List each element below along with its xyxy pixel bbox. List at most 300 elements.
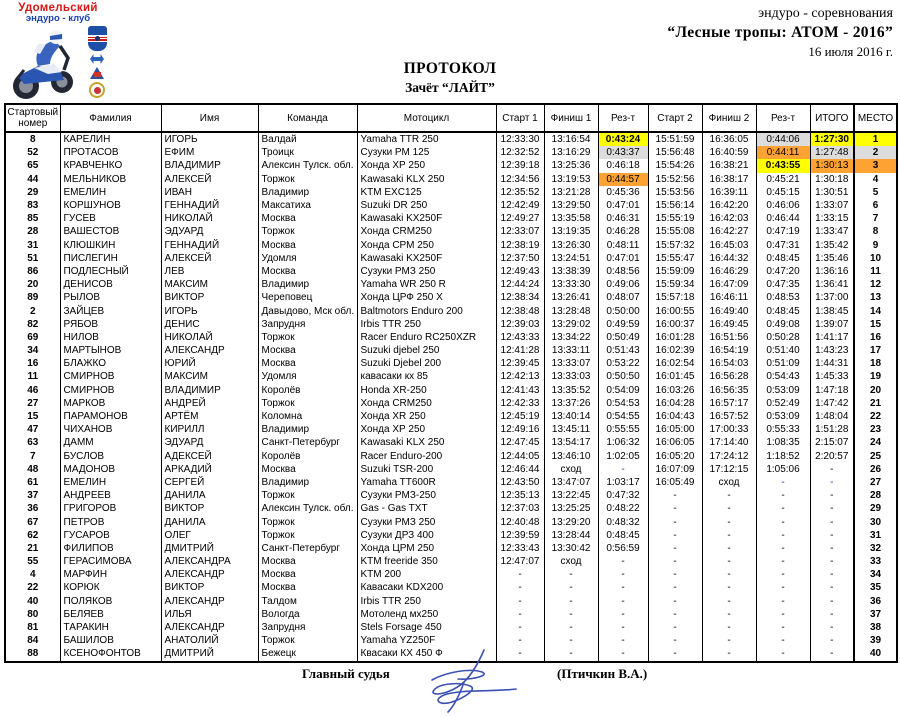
start-number: 11	[5, 370, 60, 383]
start1-time: -	[496, 581, 544, 594]
team: Бежецк	[258, 647, 357, 661]
first-name: ДЕНИС	[161, 318, 258, 331]
first-name: АЛЕКСЕЙ	[161, 252, 258, 265]
finish2-time: -	[702, 647, 756, 661]
start1-time: 12:42:33	[496, 397, 544, 410]
start-number: 37	[5, 489, 60, 502]
start-number: 15	[5, 410, 60, 423]
first-name: НИКОЛАЙ	[161, 331, 258, 344]
surname: МАРФИН	[60, 568, 161, 581]
team: Санкт-Петербург	[258, 542, 357, 555]
finish2-time: 16:42:20	[702, 199, 756, 212]
total-time: 1:44:31	[810, 357, 854, 370]
result1-time: 0:56:59	[598, 542, 648, 555]
team: Торжок	[258, 529, 357, 542]
surname: МАРТЫНОВ	[60, 344, 161, 357]
place: 12	[854, 278, 897, 291]
result2-time: -	[756, 489, 810, 502]
finish2-time: -	[702, 608, 756, 621]
table-row	[5, 542, 897, 555]
result2-time: -	[756, 568, 810, 581]
start2-time: -	[648, 647, 702, 661]
team: Владимир	[258, 423, 357, 436]
start-number: 20	[5, 278, 60, 291]
first-name: ВИКТОР	[161, 581, 258, 594]
start2-time: 15:55:08	[648, 225, 702, 238]
finish2-time: 16:54:03	[702, 357, 756, 370]
start1-time: 12:39:03	[496, 318, 544, 331]
finish1-time: 13:19:53	[544, 173, 598, 186]
surname: БАШИЛОВ	[60, 634, 161, 647]
bike: Kawasaki KX250F	[357, 212, 496, 225]
place: 15	[854, 318, 897, 331]
start2-time: 16:00:55	[648, 304, 702, 317]
finish2-time: 16:44:32	[702, 252, 756, 265]
total-time: -	[810, 502, 854, 515]
result2-time: 0:46:06	[756, 199, 810, 212]
finish2-time: 16:38:21	[702, 159, 756, 172]
finish2-time: -	[702, 634, 756, 647]
bike: Кавасаки KDX200	[357, 581, 496, 594]
start1-time: 12:37:03	[496, 502, 544, 515]
total-time: 1:33:47	[810, 225, 854, 238]
finish1-time: 13:33:07	[544, 357, 598, 370]
first-name: ДМИТРИЙ	[161, 647, 258, 661]
first-name: ЮРИЙ	[161, 357, 258, 370]
first-name: ГЕННАДИЙ	[161, 199, 258, 212]
finish2-time: 16:57:17	[702, 397, 756, 410]
total-time: 2:20:57	[810, 450, 854, 463]
bike: Suzuki djebel 250	[357, 344, 496, 357]
start1-time: 12:40:48	[496, 515, 544, 528]
total-time: 1:33:15	[810, 212, 854, 225]
result1-time: 0:50:50	[598, 370, 648, 383]
start2-time: -	[648, 529, 702, 542]
start1-time: 12:33:07	[496, 225, 544, 238]
first-name: ДМИТРИЙ	[161, 542, 258, 555]
finish2-time: -	[702, 581, 756, 594]
start2-time: 16:04:28	[648, 397, 702, 410]
finish2-time: 16:49:45	[702, 318, 756, 331]
surname: ВАШЕСТОВ	[60, 225, 161, 238]
place: 9	[854, 239, 897, 252]
table-row	[5, 634, 897, 647]
finish1-time: 13:29:20	[544, 515, 598, 528]
table-row	[5, 621, 897, 634]
col-total: ИТОГО	[810, 104, 854, 132]
first-name: АЛЕКСАНДР	[161, 344, 258, 357]
start1-time: 12:42:13	[496, 370, 544, 383]
start1-time: 12:41:28	[496, 344, 544, 357]
start2-time: -	[648, 542, 702, 555]
start2-time: 15:53:56	[648, 186, 702, 199]
start2-time: 15:59:34	[648, 278, 702, 291]
place: 33	[854, 555, 897, 568]
surname: ТАРАКИН	[60, 621, 161, 634]
team: Торжок	[258, 173, 357, 186]
first-name: АЛЕКСАНДР	[161, 595, 258, 608]
start2-time: 15:55:47	[648, 252, 702, 265]
result2-time: 0:47:35	[756, 278, 810, 291]
table-row	[5, 436, 897, 449]
total-time: 1:47:18	[810, 384, 854, 397]
result2-time: -	[756, 581, 810, 594]
result1-time: -	[598, 568, 648, 581]
surname: ЗАЙЦЕВ	[60, 304, 161, 317]
start2-time: 16:07:09	[648, 463, 702, 476]
finish1-time: 13:19:35	[544, 225, 598, 238]
finish2-time: 16:46:11	[702, 291, 756, 304]
col-first-name: Имя	[161, 104, 258, 132]
place: 32	[854, 542, 897, 555]
finish2-time: сход	[702, 476, 756, 489]
surname: НИЛОВ	[60, 331, 161, 344]
result1-time: 0:44:57	[598, 173, 648, 186]
finish2-time: 16:49:40	[702, 304, 756, 317]
result1-time: 0:53:22	[598, 357, 648, 370]
start2-time: -	[648, 634, 702, 647]
finish1-time: 13:54:17	[544, 436, 598, 449]
surname: СМИРНОВ	[60, 384, 161, 397]
col-team: Команда	[258, 104, 357, 132]
table-row	[5, 331, 897, 344]
result2-time: -	[756, 502, 810, 515]
start1-time: 12:37:50	[496, 252, 544, 265]
result2-time: 0:45:15	[756, 186, 810, 199]
table-row	[5, 146, 897, 159]
team: Троицк	[258, 146, 357, 159]
first-name: АНАТОЛИЙ	[161, 634, 258, 647]
result1-time: 0:49:06	[598, 278, 648, 291]
result1-time: 0:47:01	[598, 252, 648, 265]
first-name: ЭДУАРД	[161, 225, 258, 238]
finish2-time: -	[702, 529, 756, 542]
finish2-time: 17:00:33	[702, 423, 756, 436]
place: 2	[854, 146, 897, 159]
team: Москва	[258, 463, 357, 476]
table-row	[5, 555, 897, 568]
bike: Хонда ЦРМ 250	[357, 542, 496, 555]
surname: СМИРНОВ	[60, 370, 161, 383]
start1-time: 12:43:50	[496, 476, 544, 489]
result1-time: 0:45:36	[598, 186, 648, 199]
finish1-time: 13:22:45	[544, 489, 598, 502]
finish2-time: 16:39:11	[702, 186, 756, 199]
total-time: 1:30:18	[810, 173, 854, 186]
team: Торжок	[258, 331, 357, 344]
place: 10	[854, 252, 897, 265]
result2-time: 0:48:53	[756, 291, 810, 304]
finish2-time: -	[702, 515, 756, 528]
result2-time: -	[756, 555, 810, 568]
result2-time: 0:50:28	[756, 331, 810, 344]
result1-time: 0:46:28	[598, 225, 648, 238]
start1-time: -	[496, 647, 544, 661]
place: 34	[854, 568, 897, 581]
result1-time: 0:55:55	[598, 423, 648, 436]
surname: МАРКОВ	[60, 397, 161, 410]
surname: ГРИГОРОВ	[60, 502, 161, 515]
place: 30	[854, 515, 897, 528]
place: 27	[854, 476, 897, 489]
team: Москва	[258, 568, 357, 581]
start2-time: -	[648, 608, 702, 621]
result1-time: 0:48:22	[598, 502, 648, 515]
bike: Сузуки РМЗ 250	[357, 265, 496, 278]
start2-time: 16:06:05	[648, 436, 702, 449]
surname: КОРШУНОВ	[60, 199, 161, 212]
start2-time: -	[648, 568, 702, 581]
first-name: МАКСИМ	[161, 278, 258, 291]
bike: Хонда XR 250	[357, 410, 496, 423]
place: 1	[854, 132, 897, 146]
table-row	[5, 410, 897, 423]
first-name: ВИКТОР	[161, 291, 258, 304]
start2-time: 15:56:14	[648, 199, 702, 212]
surname: КЛЮШКИН	[60, 239, 161, 252]
result2-time: -	[756, 647, 810, 661]
finish1-time: 13:35:58	[544, 212, 598, 225]
start1-time: 12:49:43	[496, 265, 544, 278]
bike: Yamaha YZ250F	[357, 634, 496, 647]
start2-time: 15:51:59	[648, 132, 702, 146]
table-row	[5, 581, 897, 594]
col-start-number: Стартовый номер	[5, 104, 60, 132]
start-number: 40	[5, 595, 60, 608]
finish2-time: 16:40:59	[702, 146, 756, 159]
team: Торжок	[258, 225, 357, 238]
start-number: 48	[5, 463, 60, 476]
place: 35	[854, 581, 897, 594]
place: 17	[854, 344, 897, 357]
col-surname: Фамилия	[60, 104, 161, 132]
first-name: АЛЕКСЕЙ	[161, 173, 258, 186]
first-name: ЕФИМ	[161, 146, 258, 159]
result1-time: 0:47:32	[598, 489, 648, 502]
bike: Сузуки ДРЗ 400	[357, 529, 496, 542]
bike: Мотоленд мх250	[357, 608, 496, 621]
result1-time: -	[598, 647, 648, 661]
surname: ПЕТРОВ	[60, 515, 161, 528]
total-time: 1:51:28	[810, 423, 854, 436]
place: 13	[854, 291, 897, 304]
first-name: ЛЕВ	[161, 265, 258, 278]
start2-time: 15:52:56	[648, 173, 702, 186]
finish1-time: сход	[544, 463, 598, 476]
bike: Хонда СРМ 250	[357, 239, 496, 252]
table-row	[5, 304, 897, 317]
result1-time: -	[598, 581, 648, 594]
start2-time: 16:05:20	[648, 450, 702, 463]
result1-time: 0:48:11	[598, 239, 648, 252]
finish1-time: 13:33:03	[544, 370, 598, 383]
bike: Kawasaki KX250F	[357, 252, 496, 265]
result1-time: -	[598, 463, 648, 476]
finish1-time: 13:28:44	[544, 529, 598, 542]
start2-time: 15:57:32	[648, 239, 702, 252]
judge-label: Главный судья	[302, 666, 390, 681]
start-number: 8	[5, 132, 60, 146]
finish1-time: 13:33:11	[544, 344, 598, 357]
start-number: 52	[5, 146, 60, 159]
result1-time: 0:43:37	[598, 146, 648, 159]
first-name: АРТЁМ	[161, 410, 258, 423]
result2-time: 0:52:49	[756, 397, 810, 410]
start2-time: 16:00:37	[648, 318, 702, 331]
result1-time: 0:54:09	[598, 384, 648, 397]
table-row	[5, 173, 897, 186]
bike: Suzuki DR 250	[357, 199, 496, 212]
total-time: 1:36:41	[810, 278, 854, 291]
result1-time: 0:50:49	[598, 331, 648, 344]
finish2-time: -	[702, 621, 756, 634]
result1-time: 0:46:18	[598, 159, 648, 172]
first-name: АЛЕКСАНДР	[161, 568, 258, 581]
surname: ЕМЕЛИН	[60, 476, 161, 489]
total-time: 1:39:07	[810, 318, 854, 331]
finish1-time: сход	[544, 555, 598, 568]
surname: ПОЛЯКОВ	[60, 595, 161, 608]
bike: Сузуки РМЗ-250	[357, 489, 496, 502]
result1-time: 0:48:32	[598, 515, 648, 528]
result2-time: 1:08:35	[756, 436, 810, 449]
surname: АНДРЕЕВ	[60, 489, 161, 502]
start-number: 31	[5, 239, 60, 252]
result1-time: -	[598, 608, 648, 621]
total-time: 1:36:16	[810, 265, 854, 278]
result2-time: -	[756, 529, 810, 542]
place: 36	[854, 595, 897, 608]
col-place: МЕСТО	[854, 104, 897, 132]
total-time: -	[810, 634, 854, 647]
surname: ДАММ	[60, 436, 161, 449]
table-row	[5, 132, 897, 146]
table-row	[5, 239, 897, 252]
place: 6	[854, 199, 897, 212]
start1-time: 12:38:19	[496, 239, 544, 252]
result1-time: 0:46:31	[598, 212, 648, 225]
first-name: ИГОРЬ	[161, 304, 258, 317]
result1-time: -	[598, 621, 648, 634]
place: 19	[854, 370, 897, 383]
place: 21	[854, 397, 897, 410]
start-number: 28	[5, 225, 60, 238]
start-number: 51	[5, 252, 60, 265]
total-time: -	[810, 476, 854, 489]
team: Удомля	[258, 370, 357, 383]
first-name: СЕРГЕЙ	[161, 476, 258, 489]
start-number: 61	[5, 476, 60, 489]
finish1-time: 13:29:02	[544, 318, 598, 331]
bike: Yamaha TT600R	[357, 476, 496, 489]
bike: KTM 200	[357, 568, 496, 581]
finish2-time: 17:24:12	[702, 450, 756, 463]
team: Владимир	[258, 476, 357, 489]
finish2-time: 16:56:28	[702, 370, 756, 383]
start-number: 46	[5, 384, 60, 397]
result2-time: -	[756, 608, 810, 621]
finish2-time: 16:54:19	[702, 344, 756, 357]
result1-time: 0:43:24	[598, 132, 648, 146]
first-name: ДАНИЛА	[161, 489, 258, 502]
result2-time: 0:51:09	[756, 357, 810, 370]
surname: БЛАЖКО	[60, 357, 161, 370]
start-number: 22	[5, 581, 60, 594]
surname: ПИСЛЕГИН	[60, 252, 161, 265]
start-number: 63	[5, 436, 60, 449]
bike: Gas - Gas TXT	[357, 502, 496, 515]
surname: КАРЕЛИН	[60, 132, 161, 146]
place: 7	[854, 212, 897, 225]
start2-time: -	[648, 595, 702, 608]
result2-time: 0:44:06	[756, 132, 810, 146]
finish1-time: -	[544, 581, 598, 594]
surname: ПОДЛЕСНЫЙ	[60, 265, 161, 278]
start1-time: 12:47:45	[496, 436, 544, 449]
first-name: АНДРЕЙ	[161, 397, 258, 410]
start-number: 34	[5, 344, 60, 357]
footer	[0, 660, 900, 717]
bike: Сузуки РМ 125	[357, 146, 496, 159]
team: Запрудня	[258, 621, 357, 634]
total-time: -	[810, 529, 854, 542]
place: 39	[854, 634, 897, 647]
surname: КРАВЧЕНКО	[60, 159, 161, 172]
bike: Kawasaki KLX 250	[357, 436, 496, 449]
place: 29	[854, 502, 897, 515]
bike: Хонда ХР 250	[357, 423, 496, 436]
finish1-time: 13:35:52	[544, 384, 598, 397]
team: Давыдово, Мск обл.	[258, 304, 357, 317]
result2-time: 0:49:08	[756, 318, 810, 331]
result1-time: 1:06:32	[598, 436, 648, 449]
team: Запрудня	[258, 318, 357, 331]
finish1-time: 13:21:28	[544, 186, 598, 199]
result2-time: -	[756, 621, 810, 634]
total-time: -	[810, 489, 854, 502]
start-number: 4	[5, 568, 60, 581]
team: Максатиха	[258, 199, 357, 212]
surname: ЕМЕЛИН	[60, 186, 161, 199]
finish1-time: 13:26:41	[544, 291, 598, 304]
finish1-time: 13:40:14	[544, 410, 598, 423]
event-name: “Лесные тропы: АТОМ - 2016”	[667, 24, 893, 41]
place: 8	[854, 225, 897, 238]
total-time: 1:43:23	[810, 344, 854, 357]
table-row	[5, 568, 897, 581]
bike: Сузуки РМЗ 250	[357, 515, 496, 528]
surname: МАДОНОВ	[60, 463, 161, 476]
bike: Suzuki TSR-200	[357, 463, 496, 476]
place: 16	[854, 331, 897, 344]
page-subtitle: Зачёт “ЛАЙТ”	[405, 80, 495, 95]
result1-time: 0:49:59	[598, 318, 648, 331]
first-name: АРКАДИЙ	[161, 463, 258, 476]
total-time: 1:48:04	[810, 410, 854, 423]
team: Торжок	[258, 489, 357, 502]
start1-time: 12:35:52	[496, 186, 544, 199]
start-number: 88	[5, 647, 60, 661]
total-time: -	[810, 555, 854, 568]
bike: KTM freeride 350	[357, 555, 496, 568]
result1-time: 1:02:05	[598, 450, 648, 463]
first-name: ИВАН	[161, 186, 258, 199]
start2-time: 15:59:09	[648, 265, 702, 278]
place: 3	[854, 159, 897, 172]
table-row	[5, 252, 897, 265]
col-finish2: Финиш 2	[702, 104, 756, 132]
table-row	[5, 212, 897, 225]
